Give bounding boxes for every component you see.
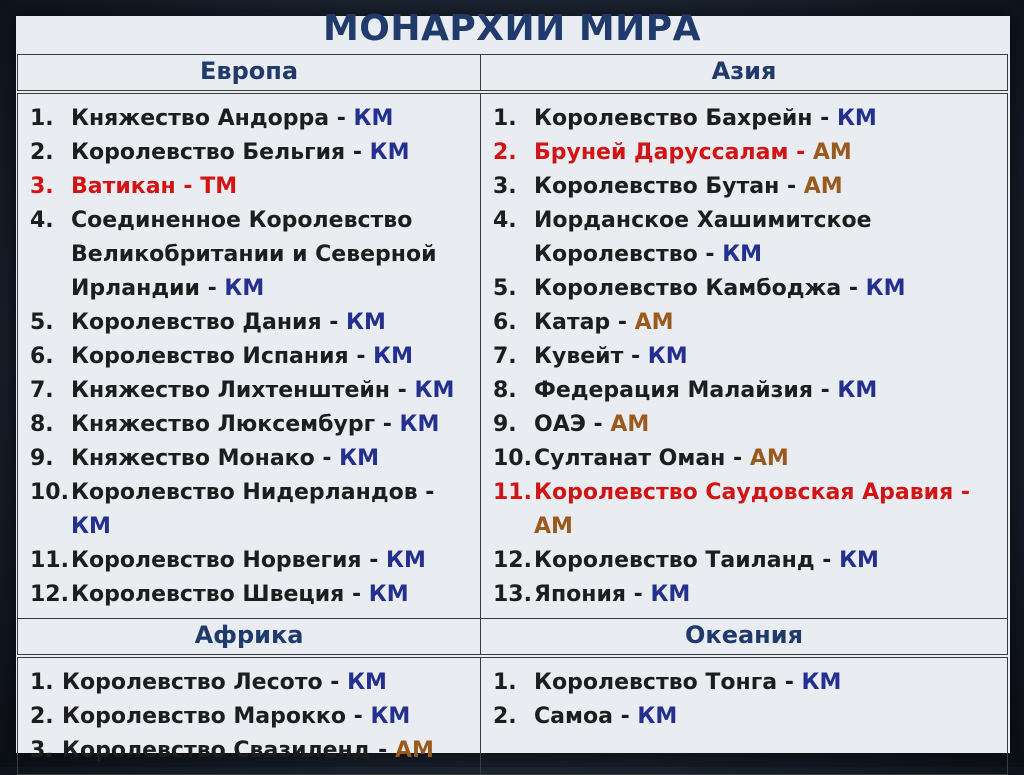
- monarchies-table: [17, 54, 1008, 775]
- separator: -: [375, 412, 400, 437]
- item-text: [534, 340, 1007, 374]
- country-name: Федерация Малайзия: [534, 378, 813, 403]
- monarchy-type-badge: КМ: [347, 670, 387, 695]
- asia-list-item: [493, 442, 1007, 476]
- item-text: [534, 306, 1007, 340]
- item-text: [71, 476, 480, 544]
- separator: -: [345, 704, 371, 729]
- asia-list-item: [493, 204, 1007, 272]
- monarchy-type-badge: КМ: [373, 344, 413, 369]
- country-name: Королевство Камбоджа: [534, 276, 849, 301]
- country-name: Султанат Оман: [534, 446, 726, 471]
- item-number: 1.: [30, 670, 54, 695]
- country-name: Ватикан: [71, 174, 176, 199]
- europe-list-item: [30, 578, 480, 612]
- country-name: Королевство Лесото: [62, 670, 323, 695]
- item-text: [71, 578, 480, 612]
- europe-list-item: [30, 476, 480, 544]
- item-text: [62, 734, 480, 768]
- separator: -: [199, 276, 225, 301]
- separator: -: [612, 704, 638, 729]
- separator: -: [348, 344, 374, 369]
- separator: -: [345, 140, 370, 165]
- asia-list-item: [493, 578, 1007, 612]
- item-number: 3.: [30, 738, 54, 763]
- item-text: [62, 700, 480, 734]
- item-text: [534, 544, 1007, 578]
- monarchy-type-badge: КМ: [637, 704, 678, 729]
- item-number: 2.: [493, 140, 517, 165]
- item-text: [534, 374, 1007, 408]
- europe-list-item: [30, 374, 480, 408]
- item-number: 12.: [493, 548, 532, 573]
- europe-list-item: [30, 102, 480, 136]
- asia-list-item: [493, 544, 1007, 578]
- asia-list-item: [493, 136, 1007, 170]
- country-name: Княжество Андорра: [71, 106, 330, 131]
- item-number: 12.: [30, 582, 69, 607]
- item-text: [534, 272, 1007, 306]
- item-number: 1.: [493, 670, 517, 695]
- monarchy-type-badge: АМ: [812, 140, 852, 165]
- monarchy-type-badge: КМ: [414, 378, 455, 403]
- monarchy-type-badge: КМ: [368, 582, 409, 607]
- country-name: Королевство Бутан: [534, 174, 780, 199]
- europe-list-item: [30, 408, 480, 442]
- item-text: [71, 306, 480, 340]
- africa-list-item: [30, 700, 480, 734]
- oceania-header: Океания: [481, 619, 1008, 657]
- separator: -: [610, 310, 635, 335]
- monarchy-type-badge: КМ: [647, 344, 688, 369]
- monarchy-type-badge: КМ: [353, 106, 394, 131]
- europe-list-item: [30, 306, 480, 340]
- item-text: [534, 700, 1007, 734]
- country-name: Княжество Люксембург: [71, 412, 376, 437]
- item-number: 10.: [30, 480, 69, 505]
- item-number: 2.: [30, 140, 54, 165]
- country-name: Королевство Нидерландов: [71, 480, 418, 505]
- asia-list-item: [493, 170, 1007, 204]
- item-number: 7.: [493, 344, 517, 369]
- country-name: ОАЭ: [534, 412, 586, 437]
- country-name: Королевство Тонга: [534, 670, 778, 695]
- separator: -: [623, 344, 648, 369]
- item-number: 8.: [30, 412, 54, 437]
- item-text: [71, 102, 480, 136]
- item-number: 3.: [493, 174, 517, 199]
- item-text: [71, 340, 480, 374]
- item-number: 9.: [493, 412, 517, 437]
- europe-list-item: [30, 442, 480, 476]
- monarchy-type-badge: КМ: [71, 514, 111, 539]
- oceania-list-item: [493, 700, 1007, 734]
- europe-list-item: [30, 544, 480, 578]
- monarchy-type-badge: КМ: [386, 548, 426, 573]
- africa-list-item: [30, 734, 480, 768]
- country-name: Самоа: [534, 704, 613, 729]
- monarchy-type-badge: КМ: [224, 276, 265, 301]
- europe-header: Европа: [18, 55, 481, 93]
- monarchy-type-badge: КМ: [801, 670, 842, 695]
- country-name: Королевство Марокко: [62, 704, 346, 729]
- item-text: [71, 374, 480, 408]
- country-name: Соединенное Королевство Великобритании и Северной Ирландии: [71, 208, 437, 301]
- oceania-list: [481, 658, 1007, 740]
- separator: -: [329, 106, 354, 131]
- monarchy-type-badge: КМ: [339, 446, 380, 471]
- monarchy-type-badge: КМ: [346, 310, 386, 335]
- item-number: 9.: [30, 446, 54, 471]
- oceania-cell: [481, 656, 1008, 775]
- item-number: 4.: [30, 208, 54, 233]
- country-name: Королевство Швеция: [71, 582, 345, 607]
- item-number: 1.: [30, 106, 54, 131]
- africa-list: [18, 658, 480, 774]
- item-text: [71, 442, 480, 476]
- item-number: 2.: [493, 704, 517, 729]
- country-name: Королевство Бахрейн: [534, 106, 813, 131]
- country-name: Королевство Бельгия: [71, 140, 346, 165]
- asia-list-item: [493, 272, 1007, 306]
- monarchy-type-badge: АМ: [803, 174, 843, 199]
- separator: -: [953, 480, 971, 505]
- monarchy-type-badge: КМ: [650, 582, 691, 607]
- europe-list-item: [30, 204, 480, 306]
- separator: -: [321, 310, 347, 335]
- monarchy-type-badge: КМ: [369, 140, 410, 165]
- item-number: 11.: [493, 480, 532, 505]
- item-number: 3.: [30, 174, 54, 199]
- asia-list-item: [493, 374, 1007, 408]
- country-name: Королевство Саудовская Аравия: [534, 480, 954, 505]
- separator: -: [417, 480, 435, 505]
- item-text: [534, 476, 1007, 544]
- item-number: 5.: [30, 310, 54, 335]
- item-text: [71, 204, 480, 306]
- separator: -: [697, 242, 723, 267]
- item-text: [62, 666, 480, 700]
- country-name: Королевство Свазиленд: [62, 738, 371, 763]
- europe-list-item: [30, 136, 480, 170]
- item-text: [534, 442, 1007, 476]
- country-name: Япония: [534, 582, 626, 607]
- item-text: [534, 170, 1007, 204]
- separator: -: [322, 670, 348, 695]
- monarchy-type-badge: АМ: [749, 446, 789, 471]
- item-number: 11.: [30, 548, 69, 573]
- country-name: Бруней Даруссалам: [534, 140, 789, 165]
- item-text: [534, 136, 1007, 170]
- item-text: [71, 544, 480, 578]
- item-text: [534, 204, 1007, 272]
- item-text: [534, 408, 1007, 442]
- item-number: 5.: [493, 276, 517, 301]
- europe-list-item: [30, 170, 480, 204]
- country-name: Княжество Лихтенштейн: [71, 378, 391, 403]
- monarchy-type-badge: КМ: [839, 548, 879, 573]
- item-text: [71, 136, 480, 170]
- item-number: 6.: [493, 310, 517, 335]
- europe-list: [18, 94, 480, 618]
- monarchy-type-badge: КМ: [865, 276, 906, 301]
- asia-list-item: [493, 408, 1007, 442]
- separator: -: [370, 738, 395, 763]
- separator: -: [812, 106, 837, 131]
- separator: -: [848, 276, 866, 301]
- country-name: Королевство Дания: [71, 310, 322, 335]
- country-name: Княжество Монако: [71, 446, 315, 471]
- country-name: Королевство Испания: [71, 344, 349, 369]
- asia-cell: [481, 92, 1008, 619]
- item-number: 1.: [493, 106, 517, 131]
- asia-list-item: [493, 306, 1007, 340]
- item-number: 2.: [30, 704, 54, 729]
- separator: -: [814, 548, 840, 573]
- monarchy-type-badge: КМ: [837, 378, 878, 403]
- separator: -: [390, 378, 415, 403]
- monarchy-type-badge: КМ: [370, 704, 411, 729]
- africa-header: Африка: [18, 619, 481, 657]
- item-text: [534, 578, 1007, 612]
- separator: -: [788, 140, 813, 165]
- separator: -: [314, 446, 340, 471]
- item-number: 8.: [493, 378, 517, 403]
- country-name: Иорданское Хашимитское Королевство: [534, 208, 872, 267]
- europe-list-item: [30, 340, 480, 374]
- monarchy-type-badge: АМ: [634, 310, 674, 335]
- monarchy-type-badge: ТМ: [200, 174, 238, 199]
- item-text: [534, 102, 1007, 136]
- separator: -: [725, 446, 750, 471]
- separator: -: [626, 582, 651, 607]
- separator: -: [175, 174, 201, 199]
- africa-list-item: [30, 666, 480, 700]
- separator: -: [777, 670, 802, 695]
- country-name: Катар: [534, 310, 611, 335]
- separator: -: [779, 174, 804, 199]
- europe-cell: [18, 92, 481, 619]
- asia-list: [481, 94, 1007, 618]
- monarchy-type-badge: АМ: [394, 738, 434, 763]
- separator: -: [812, 378, 838, 403]
- oceania-list-item: [493, 666, 1007, 700]
- page-title: МОНАРХИИ МИРА: [322, 8, 702, 49]
- africa-cell: [18, 656, 481, 775]
- separator: -: [344, 582, 369, 607]
- item-number: 4.: [493, 208, 517, 233]
- country-name: Королевство Таиланд: [534, 548, 815, 573]
- asia-header: Азия: [481, 55, 1008, 93]
- monarchy-type-badge: КМ: [836, 106, 877, 131]
- separator: -: [361, 548, 387, 573]
- monarchy-type-badge: КМ: [399, 412, 440, 437]
- monarchy-type-badge: АМ: [610, 412, 650, 437]
- item-number: 6.: [30, 344, 54, 369]
- country-name: Кувейт: [534, 344, 624, 369]
- asia-list-item: [493, 476, 1007, 544]
- item-number: 7.: [30, 378, 54, 403]
- item-number: 13.: [493, 582, 532, 607]
- asia-list-item: [493, 340, 1007, 374]
- asia-list-item: [493, 102, 1007, 136]
- separator: -: [585, 412, 611, 437]
- item-text: [534, 666, 1007, 700]
- item-text: [71, 170, 480, 204]
- monarchy-type-badge: КМ: [722, 242, 763, 267]
- monarchy-type-badge: АМ: [534, 514, 573, 539]
- item-text: [71, 408, 480, 442]
- country-name: Королевство Норвегия: [71, 548, 362, 573]
- item-number: 10.: [493, 446, 532, 471]
